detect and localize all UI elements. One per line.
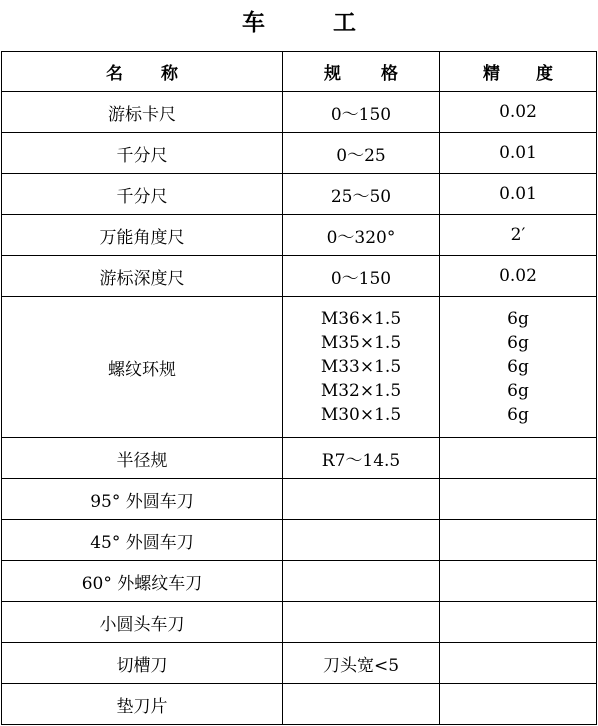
cell-precision: 0.01	[440, 174, 597, 215]
spec-line: M36×1.5	[320, 309, 402, 329]
cell-spec	[283, 479, 440, 520]
table-row	[2, 215, 597, 256]
table-row	[2, 561, 597, 602]
cell-spec: 0～25	[283, 133, 440, 174]
cell-spec: 0～320°	[283, 215, 440, 256]
cell-name: 小圆头车刀	[2, 602, 283, 643]
cell-name: 千分尺	[2, 133, 283, 174]
table-row	[2, 133, 597, 174]
cell-spec	[283, 602, 440, 643]
table-header-row	[2, 52, 597, 92]
tool-spec-table	[1, 51, 597, 725]
cell-name: 95° 外圆车刀	[2, 479, 283, 520]
cell-name: 垫刀片	[2, 684, 283, 725]
table-row	[2, 256, 597, 297]
header-name: 名称	[2, 52, 283, 92]
table-row	[2, 479, 597, 520]
cell-spec: 刀头宽<5	[283, 643, 440, 684]
cell-spec	[283, 561, 440, 602]
spec-line: M30×1.5	[320, 405, 402, 425]
cell-name: 切槽刀	[2, 643, 283, 684]
cell-name: 万能角度尺	[2, 215, 283, 256]
cell-spec: 0～150	[283, 256, 440, 297]
cell-name: 半径规	[2, 438, 283, 479]
cell-spec: 0～150	[283, 92, 440, 133]
cell-precision	[440, 602, 597, 643]
cell-precision: 0.01	[440, 133, 597, 174]
cell-precision	[440, 479, 597, 520]
cell-spec-list	[283, 297, 440, 438]
table-row	[2, 602, 597, 643]
cell-name: 游标深度尺	[2, 256, 283, 297]
cell-precision	[440, 438, 597, 479]
cell-spec	[283, 520, 440, 561]
table-row	[2, 684, 597, 725]
precision-line: 6g	[507, 309, 529, 329]
cell-name: 千分尺	[2, 174, 283, 215]
cell-name: 45° 外圆车刀	[2, 520, 283, 561]
cell-name: 游标卡尺	[2, 92, 283, 133]
spec-line: M35×1.5	[320, 333, 402, 353]
cell-precision	[440, 643, 597, 684]
header-spec: 规格	[283, 52, 440, 92]
table-row	[2, 520, 597, 561]
precision-line: 6g	[507, 357, 529, 377]
precision-line: 6g	[507, 381, 529, 401]
precision-line: 6g	[507, 405, 529, 425]
cell-precision	[440, 520, 597, 561]
cell-precision-list	[440, 297, 597, 438]
cell-precision	[440, 561, 597, 602]
cell-precision	[440, 684, 597, 725]
table-row	[2, 92, 597, 133]
document-title: 车 工	[241, 9, 386, 36]
cell-name: 60° 外螺纹车刀	[2, 561, 283, 602]
spec-line: M33×1.5	[320, 357, 402, 377]
header-precision: 精度	[440, 52, 597, 92]
precision-line: 6g	[507, 333, 529, 353]
spec-line: M32×1.5	[320, 381, 402, 401]
table-row	[2, 174, 597, 215]
cell-precision: 0.02	[440, 256, 597, 297]
cell-spec: R7～14.5	[283, 438, 440, 479]
cell-name: 螺纹环规	[2, 297, 283, 438]
cell-precision: 2′	[440, 215, 597, 256]
cell-spec: 25～50	[283, 174, 440, 215]
cell-precision: 0.02	[440, 92, 597, 133]
table-row	[2, 297, 597, 438]
table-row	[2, 643, 597, 684]
table-row	[2, 438, 597, 479]
cell-spec	[283, 684, 440, 725]
